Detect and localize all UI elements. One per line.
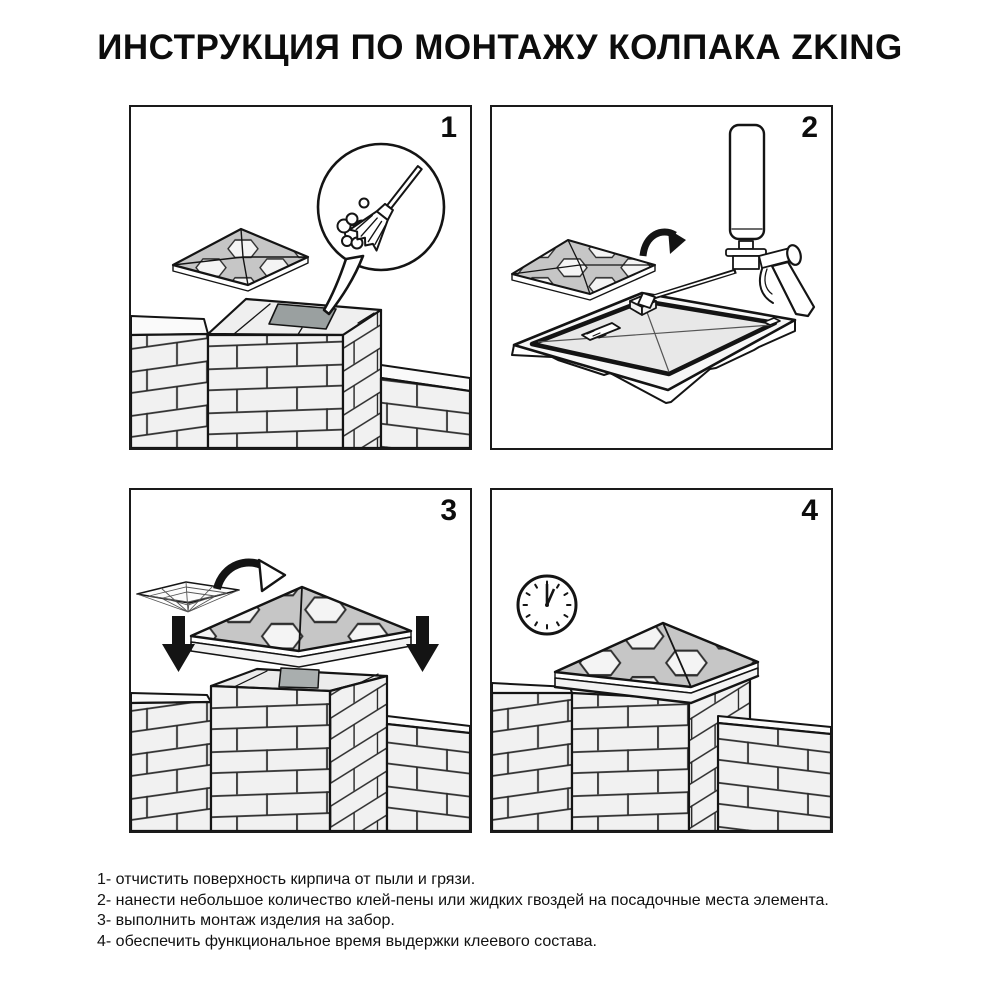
step-item-4: 4- обеспечить функциональное время выдержки клеевого состава. (97, 932, 597, 950)
flip-arrow-icon (217, 560, 285, 591)
step-item-1: 1- отчистить поверхность кирпича от пыли и грязи. (97, 871, 476, 888)
brick-wall-right (381, 365, 470, 448)
cap-inverted-small (137, 582, 239, 612)
panel-number: 4 (801, 494, 818, 527)
brick-pillar (211, 668, 387, 831)
down-arrow-icon (162, 616, 195, 672)
gun-handle (772, 262, 814, 316)
panel-number: 1 (440, 111, 457, 144)
panel-4-illustration (492, 490, 831, 831)
flip-arrow-icon (643, 229, 686, 256)
pillar-opening (279, 668, 319, 688)
foam-canister (730, 125, 764, 239)
brick-wall-left (131, 316, 208, 448)
foam-gun-icon (638, 125, 814, 316)
cap-top-view (512, 240, 655, 300)
brick-wall-right (387, 716, 470, 831)
clock-icon (518, 576, 576, 634)
brick-wall-left (492, 683, 572, 831)
brick-pillar (208, 299, 381, 448)
glue-tray (512, 293, 795, 403)
panel-2-illustration (492, 107, 831, 448)
down-arrow-icon (406, 616, 439, 672)
brick-wall-left (131, 693, 211, 831)
page-title: ИНСТРУКЦИЯ ПО МОНТАЖУ КОЛПАКА ZKING (97, 28, 903, 67)
panel-1-illustration (131, 107, 470, 448)
panel-step-1 (129, 105, 472, 450)
panel-step-4 (490, 488, 833, 833)
panel-step-2 (490, 105, 833, 450)
panel-step-3 (129, 488, 472, 833)
panel-number: 3 (440, 494, 457, 527)
cap-top-view (173, 229, 308, 291)
step-list (97, 870, 829, 952)
step-item-2: 2- нанести небольшое количество клей-пены или жидких гвоздей на посадочные места элемента. (97, 891, 829, 909)
panel-number: 2 (801, 111, 818, 144)
brick-wall-right (718, 716, 831, 831)
panel-3-illustration (131, 490, 470, 831)
panel-grid (129, 105, 833, 833)
step-item-3: 3- выполнить монтаж изделия на забор. (97, 912, 395, 929)
cap-pyramid (191, 587, 411, 667)
